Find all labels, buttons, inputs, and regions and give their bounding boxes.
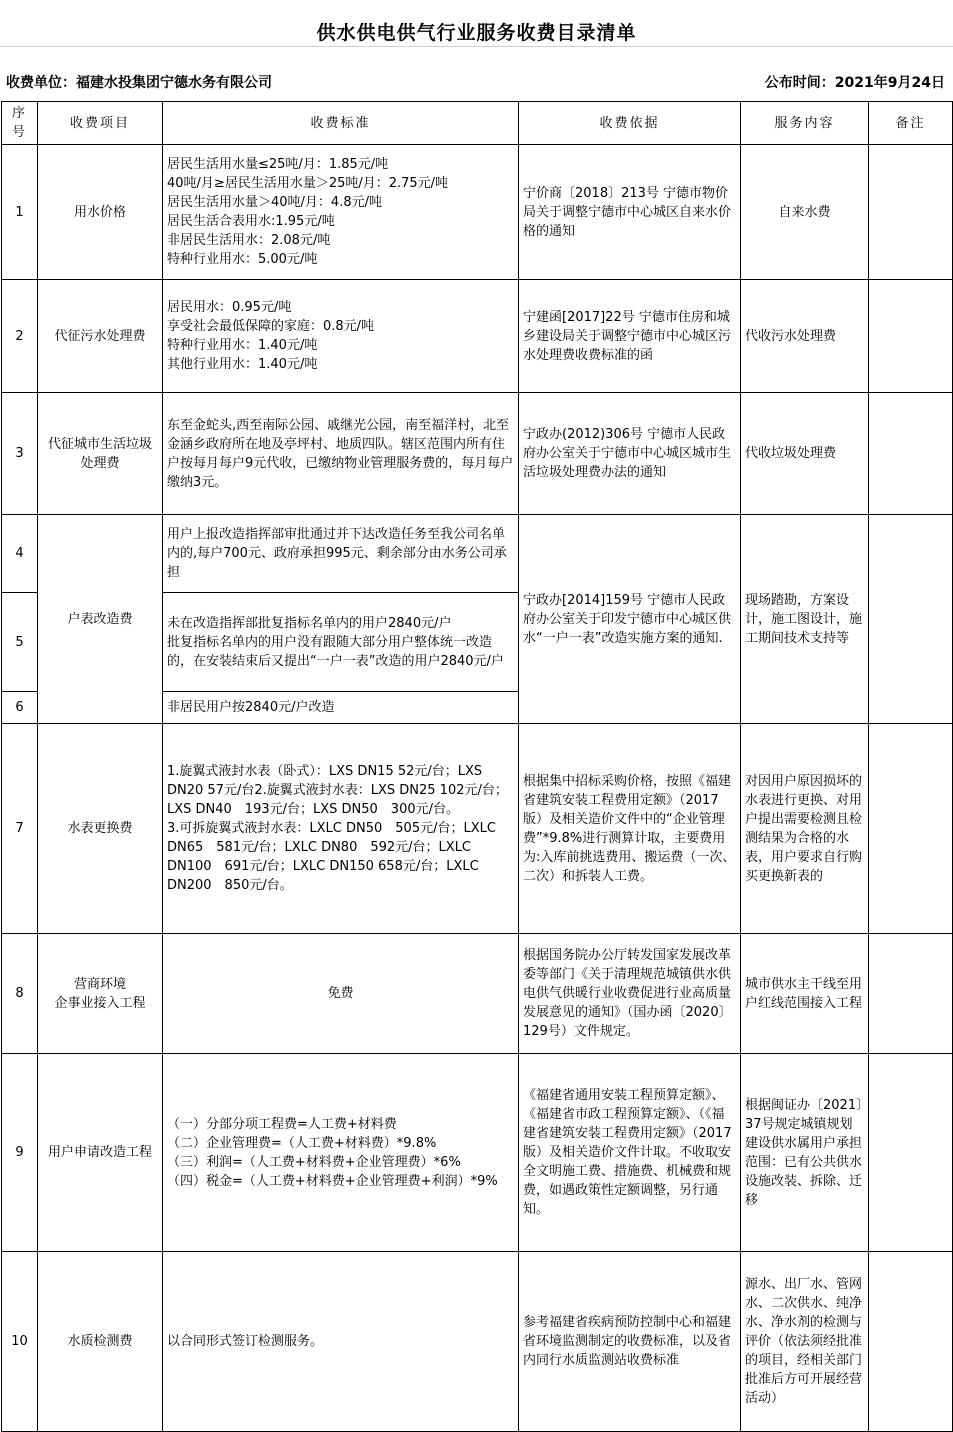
cell-no[interactable]: 1 xyxy=(2,145,38,280)
cell-no[interactable]: 7 xyxy=(2,724,38,934)
cell-service[interactable]: 代收垃圾处理费 xyxy=(741,393,869,515)
cell-basis[interactable]: 参考福建省疾病预防控制中心和福建省环境监测制定的收费标准，以及省内同行水质监测站收费标准 xyxy=(519,1252,741,1432)
cell-basis[interactable]: 宁建函[2017]22号 宁德市住房和城乡建设局关于调整宁德市中心城区污水处理费收费标准的函 xyxy=(519,280,741,393)
cell-basis[interactable]: 宁政办[2014]159号 宁德市人民政府办公室关于印发宁德市中心城区供水“一户一表”改造实施方案的通知. xyxy=(519,515,741,724)
fee-table xyxy=(1,101,953,1432)
cell-no[interactable]: 6 xyxy=(2,692,38,724)
table-row xyxy=(2,145,953,280)
header-standard[interactable]: 收费标准 xyxy=(163,102,519,145)
cell-remark[interactable] xyxy=(869,1252,953,1432)
cell-remark[interactable] xyxy=(869,724,953,934)
header-item[interactable]: 收费项目 xyxy=(38,102,163,145)
cell-item[interactable]: 营商环境 企事业接入工程 xyxy=(38,934,163,1054)
table-row xyxy=(2,280,953,393)
cell-item[interactable]: 户表改造费 xyxy=(38,515,163,724)
cell-standard[interactable]: 1.旋翼式液封水表（卧式）：LXS DN15 52元/台；LXS DN20 57元/台2.旋翼式液封水表：LXS DN25 102元/台；LXS DN40 193元/台；LXS DN50 300元/台。 3.可拆旋翼式液封水表：LXLC DN50 505元/台；LXLC DN65 581元/台；LXLC DN80 592元/台；LXLC DN100 691元/台；LXLC DN150 658元/台；LXLC DN200 850元/台。 xyxy=(163,724,519,934)
page-title: 供水供电供气行业服务收费目录清单 xyxy=(316,22,637,44)
header-basis[interactable]: 收费依据 xyxy=(519,102,741,145)
cell-basis[interactable]: 《福建省通用安装工程预算定额》、《福建省市政工程预算定额》、（《福建省建筑安装工程费用定额》（2017版）及相关造价文件计取。不收取安全文明施工费、措施费、机械费和规费，如遇政策性定额调整，另行通知。 xyxy=(519,1054,741,1252)
cell-basis[interactable]: 根据集中招标采购价格，按照《福建省建筑安装工程费用定额》（2017版）及相关造价文件中的“企业管理费”*9.8%进行测算计取，主要费用为:入库前挑选费用、搬运费（一次、二次）和拆装人工费。 xyxy=(519,724,741,934)
cell-remark[interactable] xyxy=(869,145,953,280)
cell-standard[interactable]: 用户上报改造指挥部审批通过并下达改造任务至我公司名单内的,每户700元、政府承担995元、剩余部分由水务公司承担 xyxy=(163,515,519,593)
cell-no[interactable]: 5 xyxy=(2,593,38,692)
cell-standard[interactable]: 未在改造指挥部批复指标名单内的用户2840元/户 批复指标名单内的用户没有跟随大部分用户整体统一改造的，在安装结束后又提出“一户一表”改造的用户2840元/户 xyxy=(163,593,519,692)
table-row xyxy=(2,1054,953,1252)
cell-no[interactable]: 2 xyxy=(2,280,38,393)
cell-basis[interactable]: 宁价商〔2018〕213号 宁德市物价局关于调整宁德市中心城区自来水价格的通知 xyxy=(519,145,741,280)
cell-remark[interactable] xyxy=(869,393,953,515)
cell-basis[interactable]: 宁政办(2012)306号 宁德市人民政府办公室关于宁德市中心城区城市生活垃圾处理费办法的通知 xyxy=(519,393,741,515)
table-row xyxy=(2,515,953,593)
table-row xyxy=(2,724,953,934)
cell-no[interactable]: 10 xyxy=(2,1252,38,1432)
cell-service[interactable]: 对因用户原因损坏的水表进行更换、对用户提出需要检测且检测结果为合格的水表，用户要求自行购买更换新表的 xyxy=(741,724,869,934)
cell-item[interactable]: 用水价格 xyxy=(38,145,163,280)
cell-remark[interactable] xyxy=(869,1054,953,1252)
title-divider xyxy=(0,46,953,47)
cell-service[interactable]: 源水、出厂水、管网水、二次供水、纯净水、净水剂的检测与评价（依法须经批准的项目，经相关部门批准后方可开展经营活动） xyxy=(741,1252,869,1432)
cell-item[interactable]: 水质检测费 xyxy=(38,1252,163,1432)
cell-basis[interactable]: 根据国务院办公厅转发国家发展改革委等部门《关于清理规范城镇供水供电供气供暖行业收费促进行业高质量发展意见的通知》（国办函〔2020〕129号）文件规定。 xyxy=(519,934,741,1054)
cell-standard[interactable]: 以合同形式签订检测服务。 xyxy=(163,1252,519,1432)
cell-service[interactable]: 现场踏勘，方案设计，施工图设计，施工期间技术支持等 xyxy=(741,515,869,724)
header-no[interactable]: 序号 xyxy=(2,102,38,145)
cell-no[interactable]: 4 xyxy=(2,515,38,593)
cell-item[interactable]: 用户申请改造工程 xyxy=(38,1054,163,1252)
table-header-row xyxy=(2,102,953,145)
cell-standard[interactable]: （一）分部分项工程费=人工费+材料费 （二）企业管理费=（人工费+材料费）*9.8% （三）利润=（人工费+材料费+企业管理费）*6% （四）税金=（人工费+材料费+企业管理费+利润）*9% xyxy=(163,1054,519,1252)
table-row xyxy=(2,1252,953,1432)
charging-unit: 收费单位：福建水投集团宁德水务有限公司 xyxy=(6,75,272,91)
cell-service[interactable]: 代收污水处理费 xyxy=(741,280,869,393)
cell-standard[interactable]: 东至金蛇头,西至南际公园、戚继光公园，南至福洋村，北至金涵乡政府所在地及亭坪村、地质四队。辖区范围内所有住户按每月每户9元代收，已缴纳物业管理服务费的，每月每户缴纳3元。 xyxy=(163,393,519,515)
header-service[interactable]: 服务内容 xyxy=(741,102,869,145)
cell-no[interactable]: 9 xyxy=(2,1054,38,1252)
cell-no[interactable]: 8 xyxy=(2,934,38,1054)
cell-item[interactable]: 水表更换费 xyxy=(38,724,163,934)
cell-item[interactable]: 代征城市生活垃圾处理费 xyxy=(38,393,163,515)
cell-service[interactable]: 自来水费 xyxy=(741,145,869,280)
publish-time: 公布时间：2021年9月24日 xyxy=(764,75,945,91)
cell-service[interactable]: 根据闽证办〔2021〕37号规定城镇规划建设供水属用户承担范围：已有公共供水设施改装、拆除、迁移 xyxy=(741,1054,869,1252)
header-remark[interactable]: 备注 xyxy=(869,102,953,145)
cell-standard[interactable]: 居民生活用水量≤25吨/月：1.85元/吨 40吨/月≥居民生活用水量＞25吨/月：2.75元/吨 居民生活用水量＞40吨/月：4.8元/吨 居民生活合表用水:1.95元/吨 非居民生活用水：2.08元/吨 特种行业用水：5.00元/吨 xyxy=(163,145,519,280)
table-row xyxy=(2,393,953,515)
table-row xyxy=(2,934,953,1054)
cell-standard[interactable]: 免费 xyxy=(163,934,519,1054)
cell-remark[interactable] xyxy=(869,280,953,393)
cell-item[interactable]: 代征污水处理费 xyxy=(38,280,163,393)
cell-no[interactable]: 3 xyxy=(2,393,38,515)
cell-standard[interactable]: 居民用水：0.95元/吨 享受社会最低保障的家庭：0.8元/吨 特种行业用水：1.40元/吨 其他行业用水：1.40元/吨 xyxy=(163,280,519,393)
cell-remark[interactable] xyxy=(869,934,953,1054)
cell-standard[interactable]: 非居民用户按2840元/户改造 xyxy=(163,692,519,724)
cell-remark[interactable] xyxy=(869,515,953,724)
cell-service[interactable]: 城市供水主干线至用户红线范围接入工程 xyxy=(741,934,869,1054)
